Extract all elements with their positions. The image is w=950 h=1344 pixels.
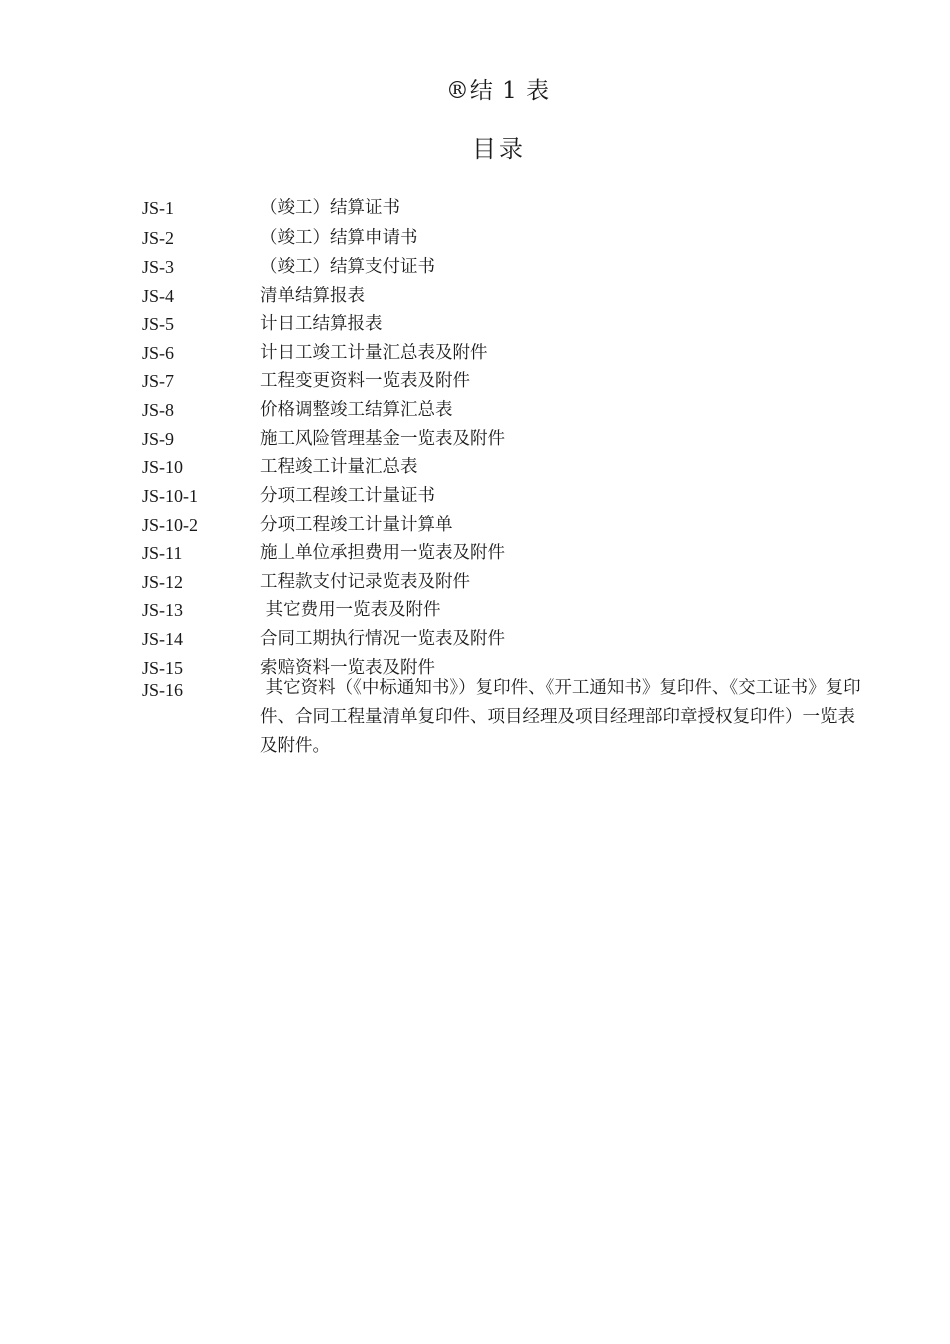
toc-code: JS-4: [142, 286, 175, 306]
toc-title: 施工风险管理基金一览表及附件: [260, 429, 505, 449]
toc-code: JS-10: [142, 457, 184, 477]
toc-entry-js-8: [142, 398, 862, 427]
page-title: 目录: [472, 135, 526, 163]
toc-entry-js-5: [142, 312, 862, 341]
toc-code: JS-11: [142, 543, 183, 563]
toc-code: JS-12: [142, 572, 184, 592]
toc-entry-js-10-2: [142, 513, 862, 541]
form-mark: ®结 1 表: [445, 78, 551, 104]
toc-entry-js-3: [142, 255, 862, 284]
toc-code: JS-16: [142, 680, 184, 700]
toc-title: 工程竣工计量汇总表: [260, 457, 418, 477]
toc-entry-js-11: [142, 541, 862, 570]
toc-code: JS-5: [142, 314, 175, 334]
toc-entry-js-12: [142, 570, 862, 598]
toc-code: JS-8: [142, 400, 175, 420]
toc-code: JS-10-2: [142, 515, 199, 535]
toc-title: 清单结算报表: [260, 286, 365, 306]
toc-entry-js-10: [142, 455, 862, 484]
toc-title: 施丄单位承担费用一览表及附件: [260, 543, 505, 563]
table-of-contents: [142, 196, 862, 761]
toc-entry-js-14: [142, 627, 862, 656]
toc-title: 其它资料（《中标通知书》）复印件、《开工通知书》复印件、《交工证书》复印件、合同工程量清单复印件、项目经理及项目经理部印章授权复印件）一览表及附件。: [260, 678, 861, 756]
toc-title: 其它费用一览表及附件: [260, 600, 441, 620]
toc-code: JS-7: [142, 371, 175, 391]
toc-title: 索赔资料一览表及附件: [260, 658, 435, 678]
toc-title: （竣工）结算申请书: [260, 228, 418, 248]
toc-code: JS-15: [142, 658, 184, 678]
toc-entry-js-13: [142, 598, 862, 627]
toc-entry-js-4: [142, 284, 862, 312]
toc-code: JS-14: [142, 629, 184, 649]
toc-title: 价格调整竣工结算汇总表: [260, 400, 453, 420]
toc-entry-js-10-1: [142, 484, 862, 513]
toc-code: JS-9: [142, 429, 175, 449]
toc-title: 分项工程竣工计量证书: [260, 486, 435, 506]
toc-entry-js-2: [142, 226, 862, 255]
toc-code: JS-2: [142, 228, 175, 248]
toc-title: （竣工）结算证书: [260, 198, 400, 218]
toc-code: JS-6: [142, 343, 175, 363]
toc-code: JS-10-1: [142, 486, 199, 506]
toc-code: JS-3: [142, 257, 175, 277]
toc-code: JS-13: [142, 600, 184, 620]
toc-code: JS-1: [142, 198, 175, 218]
toc-title: 工程款支付记录览表及附件: [260, 572, 470, 592]
toc-entry-js-9: [142, 427, 862, 455]
toc-title: （竣工）结算支付证书: [260, 257, 435, 277]
toc-entry-js-1: [142, 196, 862, 226]
toc-title: 工程变更资料一览表及附件: [260, 371, 470, 391]
toc-title: 合同工期执行情况一览表及附件: [260, 629, 505, 649]
toc-entry-js-16: [142, 678, 862, 761]
toc-title: 计日工竣工计量汇总表及附件: [260, 343, 488, 363]
toc-entry-js-7: [142, 369, 862, 398]
toc-title: 计日工结算报表: [260, 314, 383, 334]
toc-entry-js-6: [142, 341, 862, 369]
toc-title: 分项工程竣工计量计算单: [260, 515, 453, 535]
